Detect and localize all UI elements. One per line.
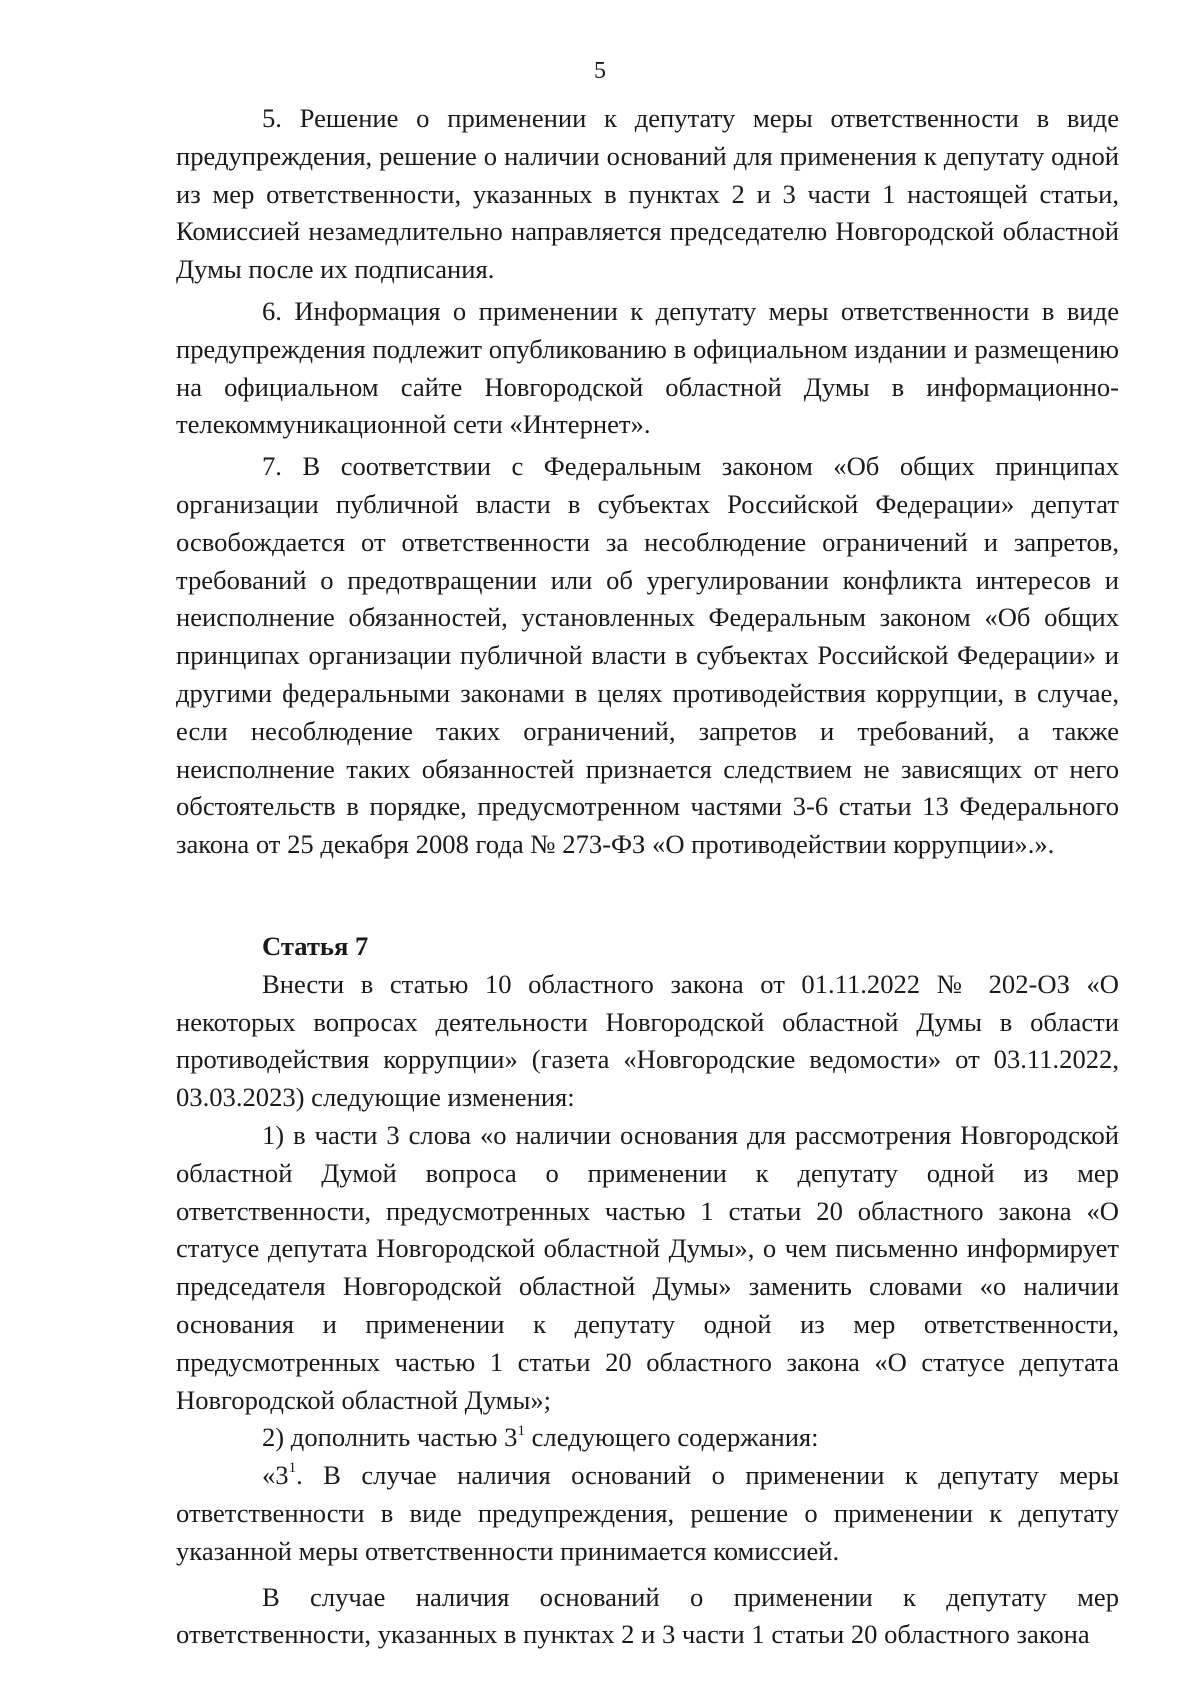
- part-3-1: [176, 1457, 1119, 1570]
- paragraph-7: 7. В соответствии с Федеральным законом «Об общих принципах организации публичной власти в субъектах Российской Федерации» депутат освобождается от ответственности за несоблюдение ограничений и запретов, требований о предотвращении или об урегулировании конфликта интересов и неисполнение обязанностей, установленных Федеральным законом «Об общих принципах организации публичной власти в субъектах Российской Федерации» и другими федеральными законами в целях противодействия коррупции, в случае, если несоблюдение таких ограничений, запретов и требований, а также неисполнение таких обязанностей признается следствием не зависящих от него обстоятельств в порядке, предусмотренном частями 3-6 статьи 13 Федерального закона от 25 декабря 2008 года № 273-ФЗ «О противодействии коррупции».».: [176, 451, 1119, 860]
- item2-text-end: следующего содержания:: [524, 1422, 819, 1453]
- paragraph-6: 6. Информация о применении к депутату меры ответственности в виде предупреждения подлежит опубликованию в официальном издании и размещению на официальном сайте Новгородской областной Думы в информационно-телекоммуникационной сети «Интернет».: [176, 295, 1119, 440]
- part31-superscript: 1: [288, 1460, 297, 1477]
- part31-text-end: . В случае наличия оснований о применении к депутату меры ответственности в виде предупреждения, решение о применении к депутату указанной меры ответственности принимается комиссией.: [176, 1460, 1119, 1566]
- part31-text-start: «3: [262, 1460, 289, 1491]
- body-text-top: [176, 100, 1119, 864]
- body-text-article7: [176, 928, 1119, 1654]
- item2-superscript: 1: [517, 1422, 525, 1439]
- article7-item-1: 1) в части 3 слова «о наличии основания для рассмотрения Новгородской областной Думой вопроса о применении к депутату одной из мер ответственности, предусмотренных частью 1 статьи 20 областного закона «О статусе депутата Новгородской областной Думы», о чем письменно информирует председателя Новгородской областной Думы» заменить словами «о наличии основания и применении к депутату одной из мер ответственности, предусмотренных частью 1 статьи 20 областного закона «О статусе депутата Новгородской областной Думы»;: [176, 1119, 1119, 1415]
- part-3-1-second-paragraph: В случае наличия оснований о применении к депутату мер ответственности, указанных в пунктах 2 и 3 части 1 статьи 20 областного закона: [176, 1581, 1119, 1650]
- article7-intro: Внести в статью 10 областного закона от 01.11.2022 № 202-ОЗ «О некоторых вопросах деятельности Новгородской областной Думы в области противодействия коррупции» (газета «Новгородские ведомости» от 03.11.2022, 03.03.2023) следующие изменения:: [176, 968, 1119, 1113]
- article7-item-2: [176, 1419, 1119, 1457]
- article-heading: Статья 7: [262, 931, 369, 961]
- page-number: 5: [594, 58, 606, 84]
- paragraph-5: 5. Решение о применении к депутату меры ответственности в виде предупреждения, решение о наличии оснований для применения к депутату одной из мер ответственности, указанных в пунктах 2 и 3 части 1 настоящей статьи, Комиссией незамедлительно направляется председателю Новгородской областной Думы после их подписания.: [176, 103, 1119, 285]
- item2-text-start: 2) дополнить частью 3: [262, 1422, 518, 1453]
